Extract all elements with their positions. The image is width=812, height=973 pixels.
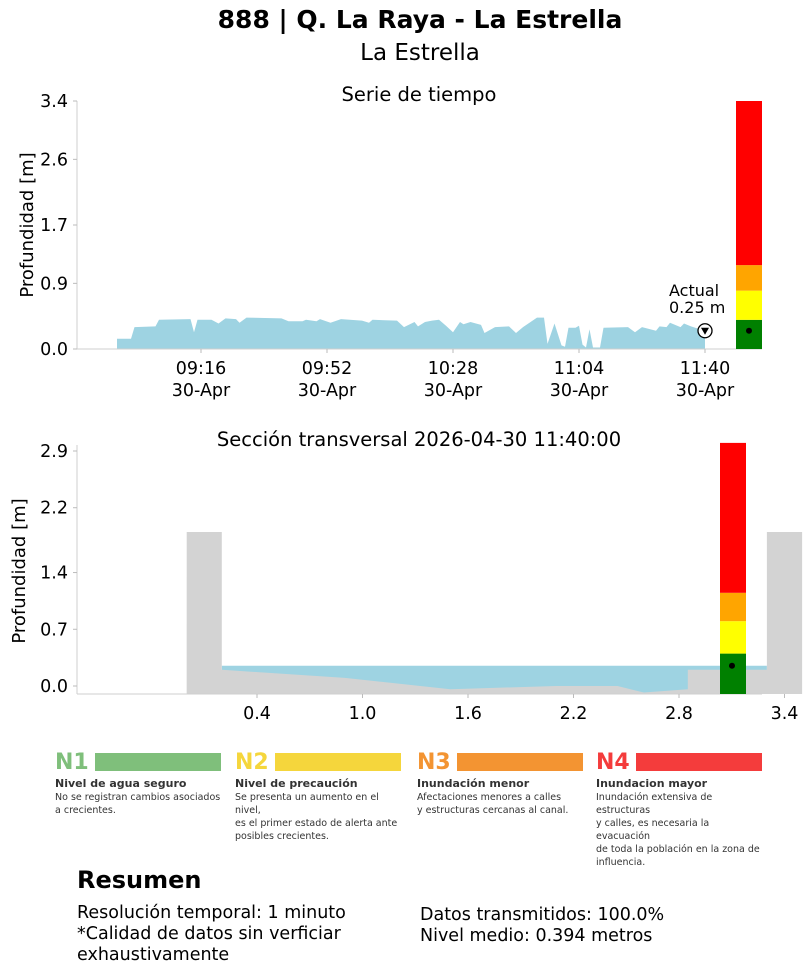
ts-y-tick-label: 0.9 — [40, 274, 68, 295]
ts-x-tick-time: 09:16 — [175, 359, 227, 379]
resumen-right — [420, 905, 780, 947]
time-series-chart — [0, 80, 812, 410]
level-code: N3 — [417, 750, 451, 775]
xs-level-bar-segment — [720, 654, 746, 694]
level-description-line: influencia. — [596, 857, 646, 868]
level-description-line: Se presenta un aumento en el nivel, — [235, 792, 379, 816]
xs-y-tick-label: 2.9 — [40, 442, 68, 462]
ts-y-tick-label: 2.6 — [40, 150, 68, 171]
xs-y-tick-label: 0.0 — [40, 677, 68, 697]
station-subtitle: La Estrella — [360, 40, 480, 66]
level-n2 — [235, 752, 405, 847]
level-code: N2 — [235, 750, 269, 775]
resumen-mean-level: Nivel medio: 0.394 metros — [420, 926, 653, 946]
level-description-line: y estructuras cercanas al canal. — [417, 805, 569, 816]
level-color-bar — [636, 753, 762, 771]
level-n1 — [55, 752, 225, 847]
level-description-line: Inundación extensiva de estructuras — [596, 792, 713, 816]
depth-area — [117, 318, 705, 349]
level-name: Nivel de agua seguro — [55, 777, 187, 790]
level-color-bar — [95, 753, 221, 771]
resumen-section — [77, 866, 777, 894]
xs-x-tick-label: 1.0 — [348, 704, 377, 724]
ts-x-tick-date: 30-Apr — [675, 381, 735, 401]
resumen-quality-note-cont: exhaustivamente — [77, 945, 230, 965]
xs-level-marker — [729, 663, 735, 669]
xs-y-tick-label: 1.4 — [40, 563, 68, 584]
xs-x-tick-label: 0.4 — [243, 704, 271, 724]
xs-level-bar-segment — [720, 621, 746, 653]
ts-x-tick-time: 10:28 — [427, 359, 479, 379]
xs-y-tick-label: 2.2 — [40, 498, 68, 519]
level-n4 — [596, 750, 766, 868]
level-description-line: No se registran cambios asociados — [55, 792, 221, 803]
xs-y-axis-label: Profundidad [m] — [9, 498, 30, 644]
ts-chart-title: Serie de tiempo — [341, 83, 497, 106]
level-description — [417, 791, 568, 817]
page-title: 888 | Q. La Raya - La Estrella — [217, 5, 623, 34]
resumen-data-transmitted: Datos transmitidos: 100.0% — [420, 905, 665, 925]
level-name: Inundacion mayor — [596, 777, 708, 790]
ts-x-tick-date: 30-Apr — [423, 381, 483, 401]
xs-chart-title: Sección transversal 2026-04-30 11:40:00 — [216, 428, 622, 451]
ts-x-tick-date: 30-Apr — [549, 381, 609, 401]
level-n3 — [417, 752, 587, 847]
ts-level-bar-segment — [736, 320, 762, 349]
xs-level-bar-segment — [720, 593, 746, 621]
level-description-line: a crecientes. — [55, 805, 116, 816]
ts-x-tick-date: 30-Apr — [171, 381, 231, 401]
current-value: 0.25 m — [669, 298, 726, 317]
level-description-line: y calles, es necesaria la evacuación — [596, 818, 710, 842]
xs-x-tick-label: 2.8 — [665, 704, 693, 724]
xs-x-tick-label: 2.2 — [559, 704, 588, 724]
ts-level-bar-segment — [736, 291, 762, 320]
resumen-resolution: Resolución temporal: 1 minuto — [77, 903, 346, 923]
ts-level-bar-segment — [736, 265, 762, 291]
level-color-bar — [275, 753, 401, 771]
resumen-quality-note: *Calidad de datos sin verficiar — [77, 924, 341, 944]
level-description — [596, 791, 766, 869]
level-description — [55, 791, 220, 817]
current-label: Actual — [669, 281, 720, 300]
ts-y-tick-label: 0.0 — [40, 340, 68, 360]
ts-x-tick-time: 11:40 — [679, 359, 731, 379]
resumen-title: Resumen — [77, 866, 202, 894]
ts-y-tick-label: 1.7 — [40, 216, 68, 236]
level-code: N1 — [55, 750, 89, 775]
level-name: Nivel de precaución — [235, 777, 358, 790]
ts-level-marker — [746, 328, 752, 334]
ts-x-tick-time: 11:04 — [553, 359, 605, 379]
ts-y-axis-label: Profundidad [m] — [17, 152, 38, 298]
level-color-bar — [457, 753, 583, 771]
ts-y-tick-label: 3.4 — [40, 92, 68, 112]
level-code: N4 — [596, 750, 630, 775]
xs-level-bar-segment — [720, 443, 746, 593]
xs-x-tick-label: 3.4 — [770, 704, 799, 724]
ts-level-bar-segment — [736, 101, 762, 265]
xs-x-tick-label: 1.6 — [454, 704, 482, 724]
level-description-line: es el primer estado de alerta ante — [235, 818, 398, 829]
ts-x-tick-date: 30-Apr — [297, 381, 357, 401]
level-name: Inundación menor — [417, 777, 530, 790]
alert-levels-legend — [55, 750, 765, 868]
ts-x-tick-time: 09:52 — [301, 359, 353, 379]
level-description-line: posibles crecientes. — [235, 831, 329, 842]
level-description-line: de toda la población en la zona de — [596, 844, 760, 855]
level-description — [235, 791, 405, 843]
resumen-left — [77, 903, 407, 966]
xs-y-tick-label: 0.7 — [40, 620, 68, 641]
level-description-line: Afectaciones menores a calles — [417, 792, 562, 803]
cross-section-chart — [0, 425, 812, 725]
